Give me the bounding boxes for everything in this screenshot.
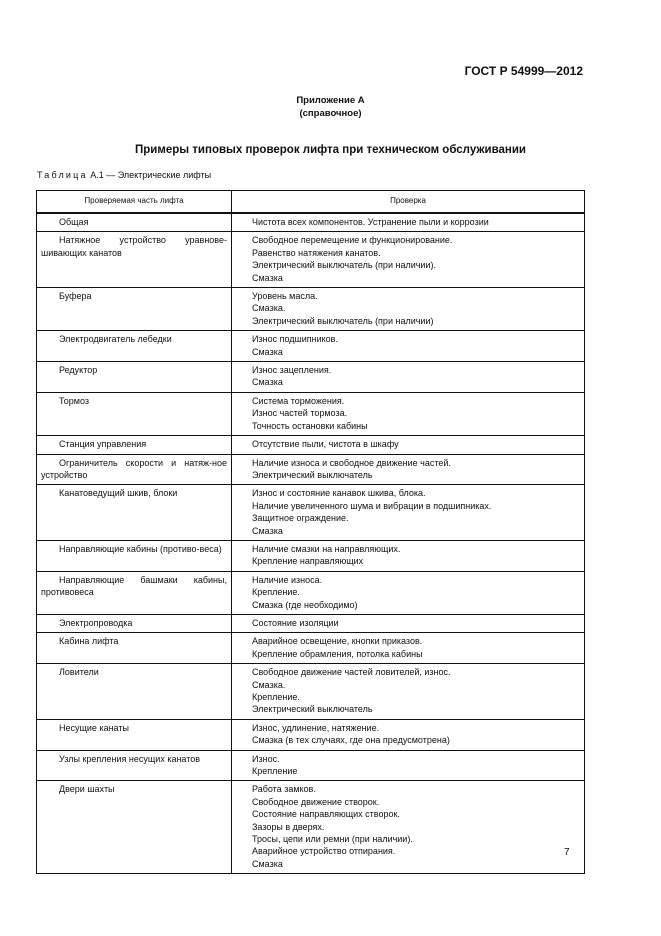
check-item: Равенство натяжения канатов. bbox=[252, 247, 381, 258]
table-row bbox=[37, 436, 585, 454]
check-item: Состояние направляющих створок. bbox=[252, 809, 400, 820]
checks-cell bbox=[232, 436, 585, 454]
table-row bbox=[37, 232, 585, 288]
check-item: Износ, удлинение, натяжение. bbox=[252, 722, 380, 733]
table-row bbox=[37, 540, 585, 571]
checks-cell bbox=[232, 213, 585, 232]
check-item: Электрический выключатель bbox=[252, 704, 373, 715]
check-item: Точность остановки кабины bbox=[252, 420, 368, 431]
table-row bbox=[37, 213, 585, 232]
check-item: Крепление. bbox=[252, 587, 300, 598]
checks-cell bbox=[232, 571, 585, 614]
check-item: Свободное движение створок. bbox=[252, 796, 380, 807]
lift-part: Электропроводка bbox=[37, 614, 232, 632]
check-item: Износ зацепления. bbox=[252, 365, 332, 376]
checks-cell bbox=[232, 781, 585, 874]
table-row bbox=[37, 614, 585, 632]
table-row bbox=[37, 719, 585, 750]
table-row bbox=[37, 633, 585, 664]
table-row bbox=[37, 288, 585, 331]
lift-part: Буфера bbox=[37, 288, 232, 331]
check-item: Смазка bbox=[252, 377, 283, 388]
check-item: Электрический выключатель bbox=[252, 469, 373, 480]
table-row bbox=[37, 485, 585, 541]
table-row bbox=[37, 781, 585, 874]
check-item: Смазка bbox=[252, 272, 283, 283]
table-caption bbox=[37, 170, 211, 180]
checks-cell bbox=[232, 719, 585, 750]
check-item: Смазка. bbox=[252, 679, 286, 690]
check-item: Свободное перемещение и функционирование. bbox=[252, 235, 453, 246]
check-item: Смазка (где необходимо) bbox=[252, 599, 358, 610]
check-item: Износ. bbox=[252, 753, 280, 764]
table-row bbox=[37, 571, 585, 614]
check-item: Аварийное освещение, кнопки приказов. bbox=[252, 636, 423, 647]
lift-part: Ограничитель скорости и натяж-ное устройство bbox=[37, 454, 232, 485]
check-item: Крепление направляющих bbox=[252, 556, 364, 567]
caption-prefix: Таблица bbox=[37, 170, 88, 180]
checks-cell bbox=[232, 633, 585, 664]
check-item: Отсутствие пыли, чистота в шкафу bbox=[252, 439, 399, 450]
check-item: Наличие износа и свободное движение частей. bbox=[252, 457, 451, 468]
check-item: Чистота всех компонентов. Устранение пыли и коррозии bbox=[252, 217, 489, 227]
check-item: Защитное ограждение. bbox=[252, 513, 349, 524]
check-item: Смазка (в тех случаях, где она предусмотрена) bbox=[252, 735, 450, 746]
lift-part: Тормоз bbox=[37, 392, 232, 435]
column-header-part: Проверяемая часть лифта bbox=[37, 191, 232, 214]
table-row bbox=[37, 362, 585, 393]
caption-text: А.1 — Электрические лифты bbox=[87, 170, 212, 180]
lift-part: Редуктор bbox=[37, 362, 232, 393]
lift-part: Двери шахты bbox=[37, 781, 232, 874]
page-number: 7 bbox=[564, 847, 570, 858]
check-item: Работа замков. bbox=[252, 784, 316, 795]
checks-cell bbox=[232, 454, 585, 485]
check-item: Система торможения. bbox=[252, 395, 345, 406]
check-item: Смазка bbox=[252, 525, 283, 536]
lift-part: Кабина лифта bbox=[37, 633, 232, 664]
appendix-heading bbox=[0, 94, 661, 120]
table-row bbox=[37, 331, 585, 362]
table-row bbox=[37, 750, 585, 781]
document-title: Примеры типовых проверок лифта при техническом обслуживании bbox=[135, 144, 526, 156]
checks-cell bbox=[232, 750, 585, 781]
table-row bbox=[37, 392, 585, 435]
check-item: Крепление обрамления, потолка кабины bbox=[252, 648, 423, 659]
checks-cell bbox=[232, 331, 585, 362]
check-item: Смазка bbox=[252, 858, 283, 869]
checks-cell bbox=[232, 664, 585, 720]
check-item: Аварийное устройство отпирания. bbox=[252, 846, 396, 857]
check-item: Электрический выключатель (при наличии) bbox=[252, 315, 434, 326]
check-item: Износ подшипников. bbox=[252, 334, 338, 345]
checks-cell bbox=[232, 485, 585, 541]
appendix-subtitle: (справочное) bbox=[299, 108, 362, 119]
check-item: Смазка. bbox=[252, 303, 286, 314]
lift-part: Несущие канаты bbox=[37, 719, 232, 750]
inspection-table bbox=[36, 190, 585, 874]
table-row bbox=[37, 454, 585, 485]
check-item: Смазка bbox=[252, 346, 283, 357]
check-item: Крепление. bbox=[252, 692, 300, 702]
check-item: Зазоры в дверях. bbox=[252, 821, 325, 832]
checks-cell bbox=[232, 392, 585, 435]
check-item: Износ и состояние канавок шкива, блока. bbox=[252, 488, 426, 499]
check-item: Крепление bbox=[252, 766, 298, 777]
checks-cell bbox=[232, 362, 585, 393]
lift-part: Канатоведущий шкив, блоки bbox=[37, 485, 232, 541]
column-header-check: Проверка bbox=[232, 191, 585, 214]
check-item: Износ частей тормоза. bbox=[252, 408, 348, 419]
checks-cell bbox=[232, 614, 585, 632]
lift-part: Узлы крепления несущих канатов bbox=[37, 750, 232, 781]
check-item: Наличие смазки на направляющих. bbox=[252, 543, 401, 554]
lift-part: Электродвигатель лебедки bbox=[37, 331, 232, 362]
table-row bbox=[37, 664, 585, 720]
lift-part: Общая bbox=[37, 213, 232, 232]
check-item: Свободное движение частей ловителей, износ. bbox=[252, 667, 451, 678]
lift-part: Ловители bbox=[37, 664, 232, 720]
check-item: Тросы, цепи или ремни (при наличии). bbox=[252, 834, 413, 845]
check-item: Электрический выключатель (при наличии). bbox=[252, 260, 436, 271]
lift-part: Натяжное устройство уравнове-шивающих канатов bbox=[37, 232, 232, 288]
appendix-title: Приложение А bbox=[296, 95, 365, 106]
check-item: Наличие износа. bbox=[252, 574, 323, 585]
check-item: Наличие увеличенного шума и вибрации в подшипниках. bbox=[252, 500, 492, 511]
checks-cell bbox=[232, 288, 585, 331]
checks-cell bbox=[232, 232, 585, 288]
standard-number: ГОСТ Р 54999—2012 bbox=[464, 64, 583, 78]
check-item: Уровень масла. bbox=[252, 291, 318, 302]
lift-part: Направляющие башмаки кабины, противовеса bbox=[37, 571, 232, 614]
lift-part: Направляющие кабины (противо-веса) bbox=[37, 540, 232, 571]
check-item: Состояние изоляции bbox=[252, 617, 339, 628]
checks-cell bbox=[232, 540, 585, 571]
lift-part: Станция управления bbox=[37, 436, 232, 454]
